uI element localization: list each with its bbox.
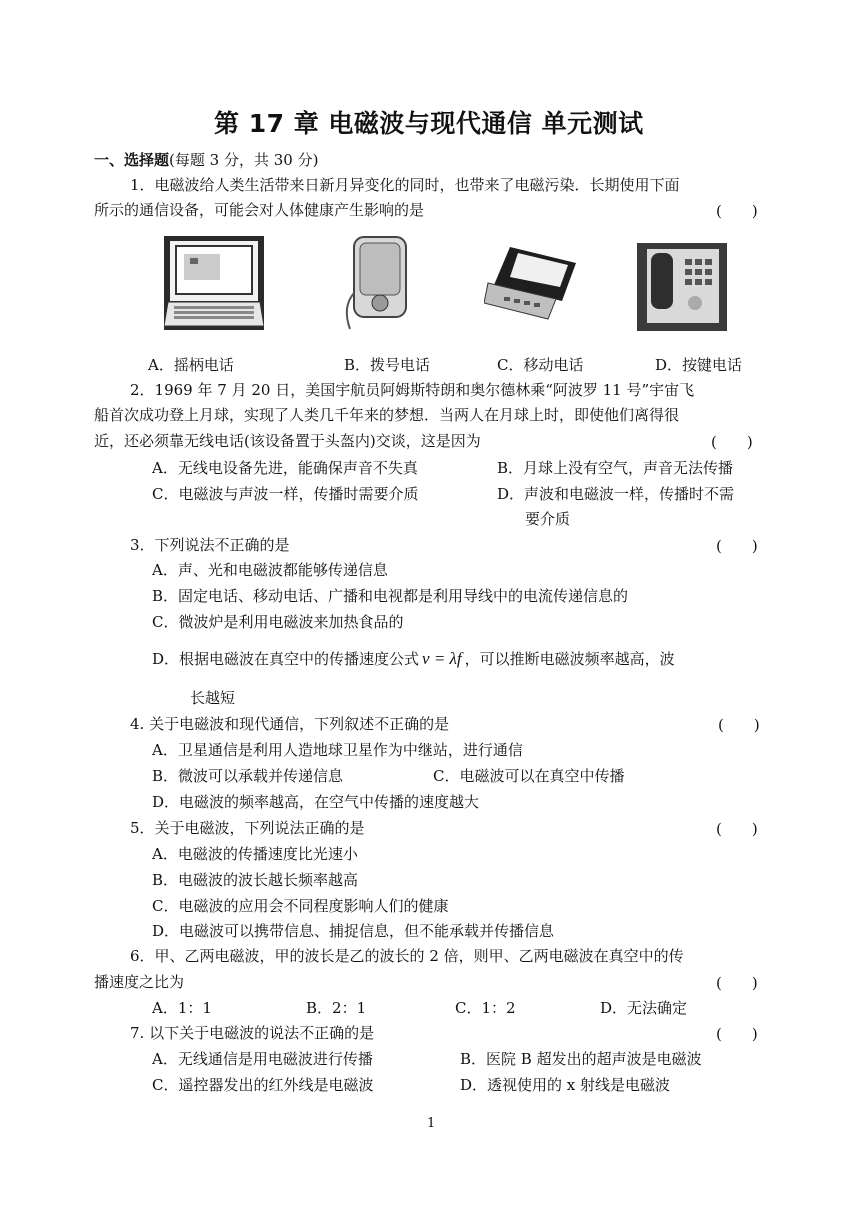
q7-option-a: A．无线通信是用电磁波进行传播 [152,1050,373,1068]
q6-option-a: A．1：1 [152,999,212,1017]
q5-option-a: A．电磁波的传播速度比光速小 [152,845,358,863]
q6-stem-line2: 播速度之比为 [94,973,185,991]
q2-stem-line3: 近，还必须靠无线电话(该设备置于头盔内)交谈，这是因为 [94,432,481,450]
page-number: 1 [427,1116,436,1131]
q1-stem-line2: 所示的通信设备，可能会对人体健康产生影响的是 [94,201,425,219]
q1-option-d: D．按键电话 [655,356,743,374]
q1-option-a: A．摇柄电话 [148,356,234,374]
wall-phone-photo [340,233,415,331]
q2-stem-line1: 2．1969 年 7 月 20 日，美国宇航员阿姆斯特朗和奥尔德林乘“阿波罗 11 号”宇宙飞 [130,381,695,399]
q3-option-d-post: ，可以推断电磁波频率越高，波 [464,650,675,668]
q5-option-b: B．电磁波的波长越长频率越高 [152,871,359,889]
mobile-phone-photo [484,241,581,321]
q6-stem-line1: 6．甲、乙两电磁波，甲的波长是乙的波长的 2 倍，则甲、乙两电磁波在真空中的传 [130,947,684,965]
q1-stem-line1: 1．电磁波给人类生活带来日新月异变化的同时，也带来了电磁污染．长期使用下面 [130,176,680,194]
q3-option-d-pre: D．根据电磁波在真空中的传播速度公式 [152,650,420,668]
section-note: (每题 3 分，共 30 分) [169,151,319,169]
q5-option-d: D．电磁波可以携带信息、捕捉信息，但不能承载并传播信息 [152,922,555,940]
q4-option-b: B．微波可以承载并传递信息 [152,767,344,785]
q2-option-d: D．声波和电磁波一样，传播时不需 [497,485,735,503]
page-title: 第 17 章 电磁波与现代通信 单元测试 [214,109,644,138]
q7-stem: 7. 以下关于电磁波的说法不正确的是 [130,1024,375,1042]
q7-option-c: C．遥控器发出的红外线是电磁波 [152,1076,374,1094]
q6-option-d: D．无法确定 [600,999,688,1017]
q4-stem: 4. 关于电磁波和现代通信，下列叙述不正确的是 [130,715,450,733]
q2-stem-line2: 船首次成功登上月球，实现了人类几千年来的梦想．当两人在月球上时，即使他们离得很 [94,406,680,424]
q6-option-b: B．2：1 [306,999,367,1017]
speed-formula: v = λf [422,649,462,668]
q7-answer-blank: ( ) [716,1025,758,1043]
q4-option-d: D．电磁波的频率越高，在空气中传播的速度越大 [152,793,480,811]
q2-option-d-continued: 要介质 [525,510,571,528]
section-heading [94,150,318,170]
q3-option-d [152,649,675,669]
q3-option-d-continued: 长越短 [190,689,236,707]
q4-option-a: A．卫星通信是利用人造地球卫星作为中继站，进行通信 [152,741,523,759]
q3-answer-blank: ( ) [716,537,758,555]
q2-answer-blank: ( ) [711,433,753,451]
section-head: 一、选择题 [94,151,170,169]
q2-option-a: A．无线电设备先进，能确保声音不失真 [152,459,418,477]
q3-option-b: B．固定电话、移动电话、广播和电视都是利用导线中的电流传递信息的 [152,587,629,605]
q7-option-d: D．透视使用的 x 射线是电磁波 [460,1076,671,1094]
q3-option-c: C．微波炉是利用电磁波来加热食品的 [152,613,404,631]
q6-option-c: C．1：2 [455,999,516,1017]
q5-option-c: C．电磁波的应用会不同程度影响人们的健康 [152,897,449,915]
q3-stem: 3．下列说法不正确的是 [130,536,290,554]
q5-answer-blank: ( ) [716,820,758,838]
q4-option-c: C．电磁波可以在真空中传播 [433,767,625,785]
q3-option-a: A．声、光和电磁波都能够传递信息 [152,561,388,579]
q1-answer-blank: ( ) [716,202,758,220]
q2-option-b: B．月球上没有空气，声音无法传播 [497,459,734,477]
keypad-phone-photo [637,243,727,331]
q6-answer-blank: ( ) [716,974,758,992]
q5-stem: 5．关于电磁波，下列说法正确的是 [130,819,365,837]
q2-option-c: C．电磁波与声波一样，传播时需要介质 [152,485,419,503]
laptop-computer-photo [164,236,264,330]
q1-option-b: B．拨号电话 [344,356,431,374]
q1-option-c: C．移动电话 [497,356,584,374]
q4-answer-blank: ( ) [718,716,760,734]
q7-option-b: B．医院 B 超发出的超声波是电磁波 [460,1050,702,1068]
